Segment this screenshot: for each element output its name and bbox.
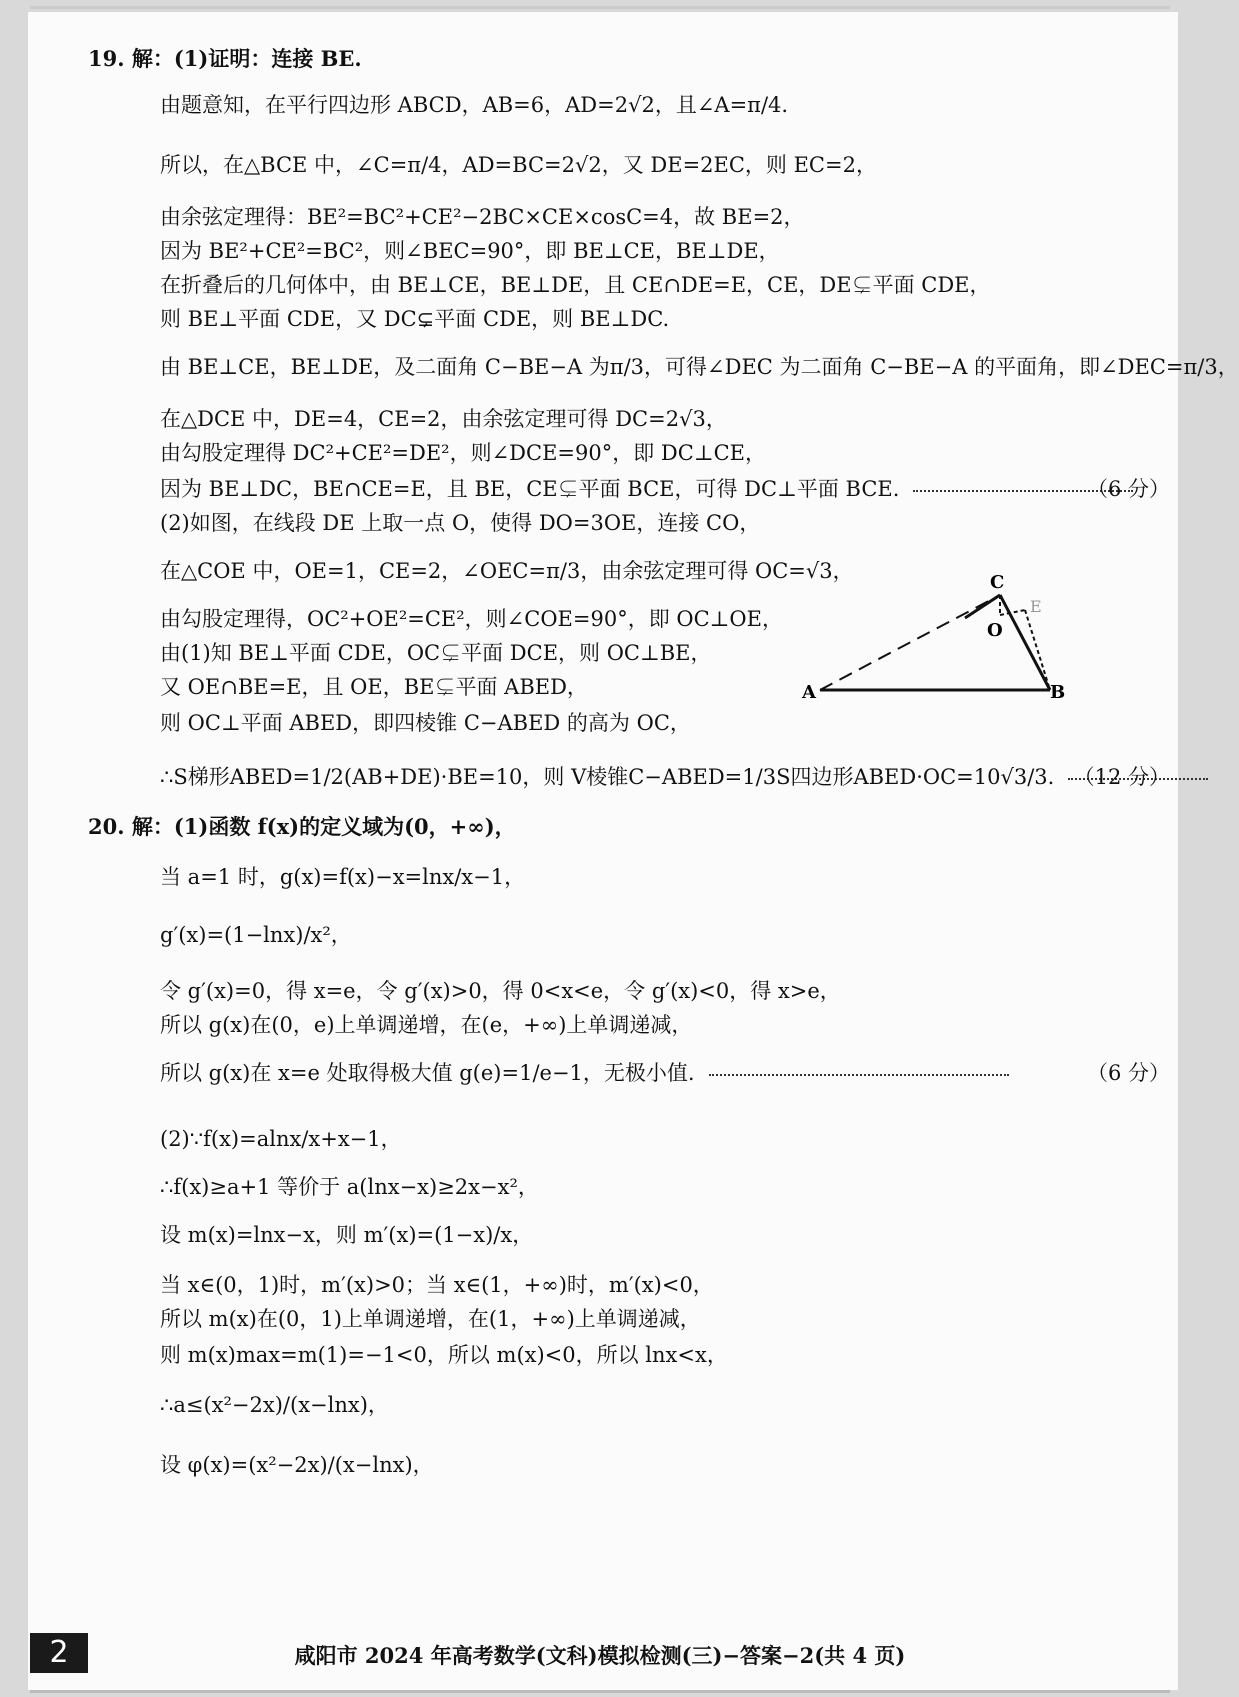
q20-line-10: 所以 m(x)在(0，1)上单调递增，在(1，+∞)上单调递减， bbox=[160, 1307, 701, 1331]
q19-line-4: 因为 BE²+CE²=BC²，则∠BEC=90°，即 BE⊥CE，BE⊥DE， bbox=[160, 239, 780, 263]
q19-line-14: 由(1)知 BE⊥平面 CDE，OC⊊平面 DCE，则 OC⊥BE， bbox=[160, 641, 712, 665]
pyramid-figure bbox=[802, 572, 1160, 770]
q19-line-11: (2)如图，在线段 DE 上取一点 O，使得 DO=3OE，连接 CO， bbox=[160, 511, 761, 535]
q19-line-17-text: ∴S梯形ABED=1/2(AB+DE)·BE=10，则 V棱锥C−ABED=1/3S四边形ABED·OC=10√3/3. bbox=[160, 765, 1055, 789]
q19-line-8: 在△DCE 中，DE=4，CE=2，由余弦定理可得 DC=2√3， bbox=[160, 407, 727, 431]
q20-line-13: 设 φ(x)=(x²−2x)/(x−lnx)， bbox=[160, 1453, 434, 1477]
q20-line-8: 设 m(x)=lnx−x，则 m′(x)=(1−x)/x， bbox=[160, 1223, 534, 1247]
page-number: 2 bbox=[30, 1633, 88, 1673]
q19-score-12: （12 分） bbox=[1073, 765, 1170, 789]
label-e: E bbox=[1030, 597, 1042, 616]
q20-line-7: ∴f(x)≥a+1 等价于 a(lnx−x)≥2x−x²， bbox=[160, 1175, 539, 1199]
label-o: O bbox=[987, 620, 1003, 641]
q19-line-15: 又 OE∩BE=E，且 OE，BE⊊平面 ABED， bbox=[160, 675, 588, 699]
dot-leader bbox=[709, 1073, 1009, 1076]
q19-line-1: 由题意知，在平行四边形 ABCD，AB=6，AD=2√2，且∠A=π/4. bbox=[160, 93, 789, 117]
q20-line-6: (2)∵f(x)=alnx/x+x−1， bbox=[160, 1127, 402, 1151]
bottom-rule bbox=[30, 1690, 1170, 1693]
q19-label: 19. 解：(1)证明：连接 BE. bbox=[88, 46, 362, 71]
top-rule bbox=[30, 6, 1170, 9]
edge-a-c bbox=[820, 595, 1000, 690]
q20-line-1: 当 a=1 时，g(x)=f(x)−x=lnx/x−1， bbox=[160, 865, 526, 889]
edge-o-e bbox=[1000, 610, 1025, 615]
edge-c-b bbox=[1000, 595, 1050, 690]
q19-line-10-text: 因为 BE⊥DC，BE∩CE=E，且 BE，CE⊊平面 BCE，可得 DC⊥平面 BCE. bbox=[160, 477, 900, 501]
q20-line-5-text: 所以 g(x)在 x=e 处取得极大值 g(e)=1/e−1，无极小值. bbox=[160, 1061, 695, 1085]
edge-c-d bbox=[965, 595, 1000, 618]
q19-line-12: 在△COE 中，OE=1，CE=2，∠OEC=π/3，由余弦定理可得 OC=√3， bbox=[160, 559, 854, 583]
footer-title: 咸阳市 2024 年高考数学(文科)模拟检测(三)−答案−2(共 4 页) bbox=[294, 1643, 906, 1668]
q19-line-7: 由 BE⊥CE，BE⊥DE，及二面角 C−BE−A 为π/3，可得∠DEC 为二面角 C−BE−A 的平面角，即∠DEC=π/3， bbox=[160, 355, 1239, 379]
q20-line-12: ∴a≤(x²−2x)/(x−lnx)， bbox=[160, 1393, 389, 1417]
q20-line-3: 令 g′(x)=0，得 x=e，令 g′(x)>0，得 0<x<e，令 g′(x)<0，得 x>e， bbox=[160, 979, 841, 1003]
q19-line-13: 由勾股定理得，OC²+OE²=CE²，则∠COE=90°，即 OC⊥OE， bbox=[160, 607, 783, 631]
label-b: B bbox=[1050, 682, 1066, 703]
label-a: A bbox=[802, 682, 816, 703]
q19-score-6: （6 分） bbox=[1086, 477, 1170, 501]
q20-score-6: （6 分） bbox=[1086, 1061, 1170, 1085]
label-c: C bbox=[990, 572, 1005, 593]
q19-line-2: 所以，在△BCE 中，∠C=π/4，AD=BC=2√2，又 DE=2EC，则 EC=2， bbox=[160, 153, 877, 177]
q20-line-9: 当 x∈(0，1)时，m′(x)>0；当 x∈(1，+∞)时，m′(x)<0， bbox=[160, 1273, 714, 1297]
q19-line-16: 则 OC⊥平面 ABED，即四棱锥 C−ABED 的高为 OC， bbox=[160, 711, 691, 735]
q20-line-11: 则 m(x)max=m(1)=−1<0，所以 m(x)<0，所以 lnx<x， bbox=[160, 1343, 728, 1367]
q20-line-4: 所以 g(x)在(0，e)上单调递增，在(e，+∞)上单调递减， bbox=[160, 1013, 693, 1037]
q20-label: 20. 解：(1)函数 f(x)的定义域为(0，+∞)， bbox=[88, 814, 516, 839]
q20-line-5 bbox=[160, 1058, 1170, 1088]
q19-line-9: 由勾股定理得 DC²+CE²=DE²，则∠DCE=90°，即 DC⊥CE， bbox=[160, 441, 766, 465]
q20-line-2: g′(x)=(1−lnx)/x²， bbox=[160, 923, 352, 947]
q19-line-5: 在折叠后的几何体中，由 BE⊥CE，BE⊥DE，且 CE∩DE=E，CE，DE⊊平面 CDE， bbox=[160, 273, 991, 297]
q19-line-3: 由余弦定理得：BE²=BC²+CE²−2BC×CE×cosC=4，故 BE=2， bbox=[160, 205, 805, 229]
q19-line-10 bbox=[160, 474, 1170, 504]
q19-line-6: 则 BE⊥平面 CDE，又 DC⊊平面 CDE，则 BE⊥DC. bbox=[160, 307, 670, 331]
